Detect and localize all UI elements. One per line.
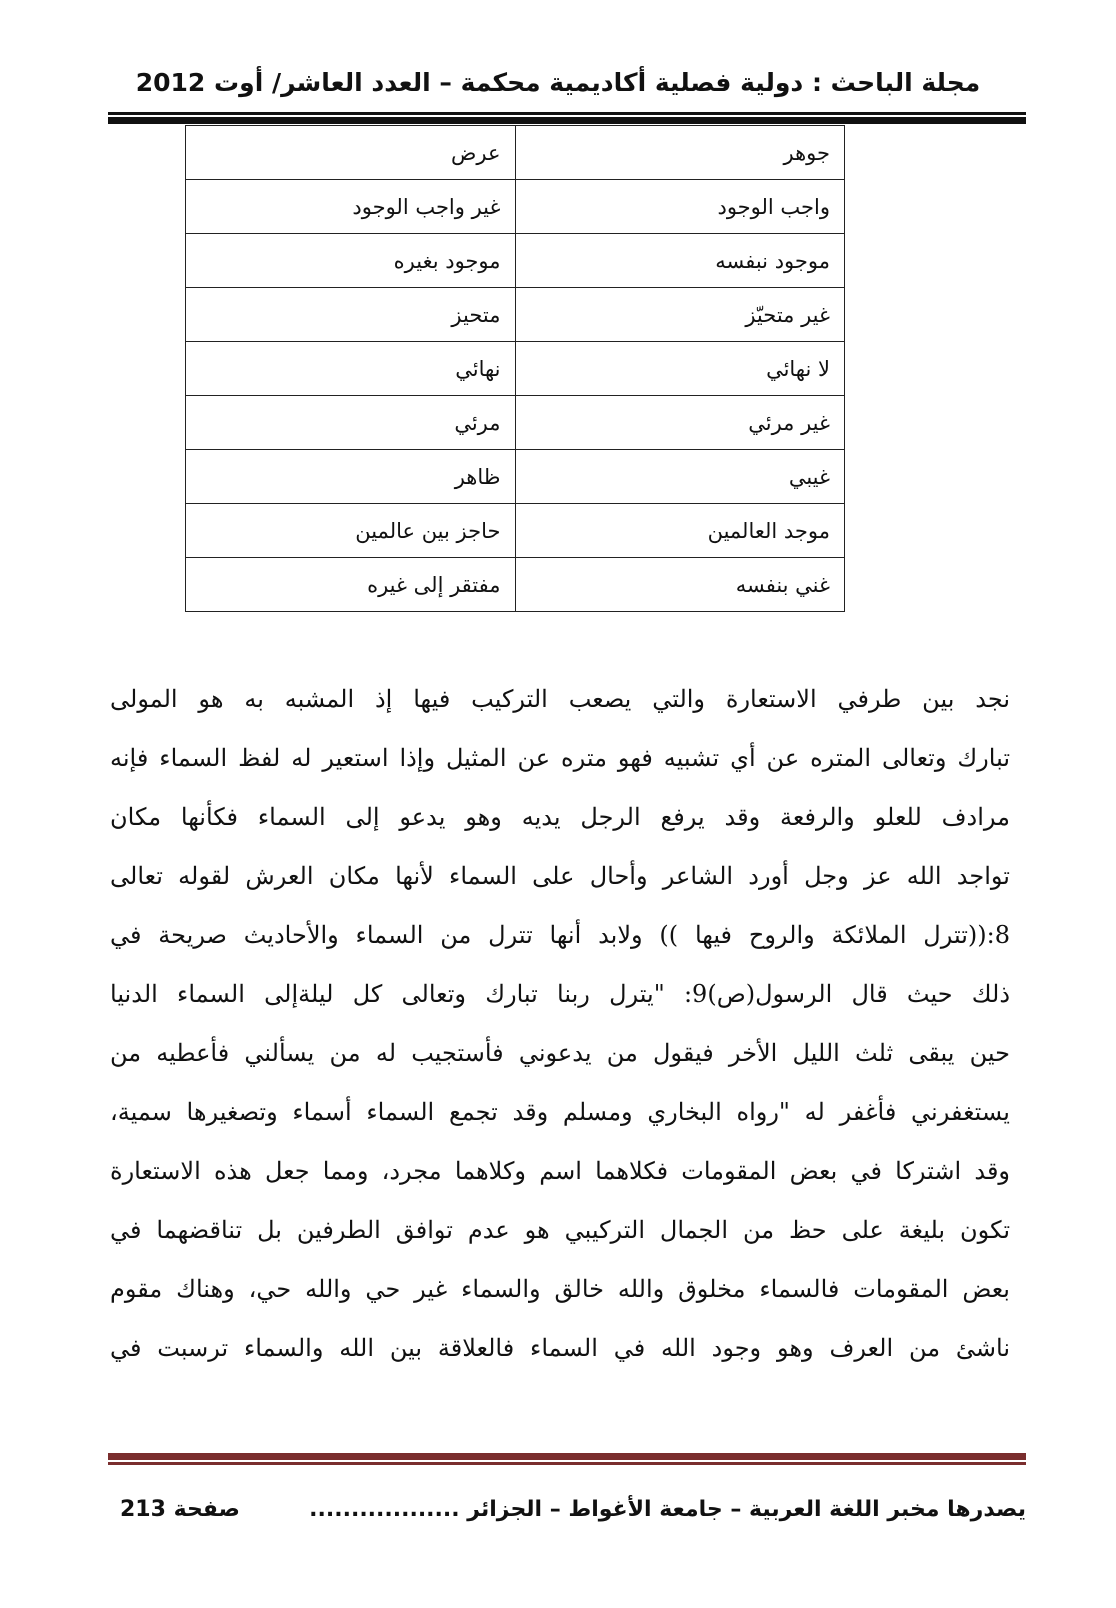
table-row (186, 396, 845, 450)
paragraph-line: يستغفرني فأغفر له "رواه البخاري ومسلم وقد تجمع السماء أسماء وتصغيرها سمية، (110, 1098, 1010, 1126)
table-row (186, 288, 845, 342)
body-paragraph (110, 670, 1010, 1378)
table-cell-right: جوهر (515, 126, 845, 180)
comparison-table (185, 125, 845, 612)
table-cell-left: مفتقر إلى غيره (186, 558, 516, 612)
table-cell-left: حاجز بين عالمين (186, 504, 516, 558)
paragraph-line: نجد بين طرفي الاستعارة والتي يصعب التركيب فيها إذ المشبه به هو المولى (110, 685, 1010, 713)
paragraph-line: بعض المقومات فالسماء مخلوق والله خالق والسماء غير حي والله حي، وهناك مقوم (110, 1275, 1010, 1303)
footer-publisher: يصدرها مخبر اللغة العربية – جامعة الأغواط – الجزائر .................. (309, 1497, 1026, 1522)
table-cell-right: لا نهائي (515, 342, 845, 396)
paragraph-line: ناشئ من العرف وهو وجود الله في السماء فالعلاقة بين الله والسماء ترسبت في (110, 1334, 1010, 1362)
header-rule-thin (108, 112, 1026, 115)
table-cell-right: موجود نبفسه (515, 234, 845, 288)
table-cell-right: غني بنفسه (515, 558, 845, 612)
table-cell-right: واجب الوجود (515, 180, 845, 234)
table-cell-right: موجد العالمين (515, 504, 845, 558)
journal-header: مجلة الباحث : دولية فصلية أكاديمية محكمة – العدد العاشر/ أوت 2012 (135, 68, 981, 97)
table-cell-right: غير مرئي (515, 396, 845, 450)
footer-rule-thick (108, 1453, 1026, 1460)
paragraph-line: تبارك وتعالى المتره عن أي تشبيه فهو متره عن المثيل وإذا استعير له لفظ السماء فإنه (110, 744, 1011, 772)
table-row (186, 450, 845, 504)
paragraph-line: 8:((تترل الملائكة والروح فيها )) ولابد أنها تترل من السماء والأحاديث صريحة في (110, 921, 1010, 949)
paragraph-line: وقد اشتركا في بعض المقومات فكلاهما اسم وكلاهما مجرد، ومما جعل هذه الاستعارة (110, 1157, 1010, 1185)
table-cell-left: موجود بغيره (186, 234, 516, 288)
table-cell-left: نهائي (186, 342, 516, 396)
paragraph-line: تواجد الله عز وجل أورد الشاعر وأحال على السماء لأنها مكان العرش لقوله تعالى (110, 862, 1010, 890)
table-cell-left: مرئي (186, 396, 516, 450)
table-cell-left: عرض (186, 126, 516, 180)
paragraph-line: حين يبقى ثلث الليل الأخر فيقول من يدعوني فأستجيب له من يسألني فأعطيه من (110, 1039, 1010, 1067)
table-row (186, 180, 845, 234)
page-footer (108, 1490, 1026, 1530)
table-cell-left: غير واجب الوجود (186, 180, 516, 234)
table-row (186, 126, 845, 180)
table-cell-right: غيبي (515, 450, 845, 504)
table-cell-left: متحيز (186, 288, 516, 342)
header-rule-thick (108, 117, 1026, 124)
footer-rule-thin (108, 1462, 1026, 1465)
paragraph-line: تكون بليغة على حظ من الجمال التركيبي هو عدم توافق الطرفين بل تناقضهما في (110, 1216, 1010, 1244)
table-row (186, 558, 845, 612)
table-cell-right: غير متحيّز (515, 288, 845, 342)
paragraph-line: ذلك حيث قال الرسول(ص)9: "يترل ربنا تبارك وتعالى كل ليلةإلى السماء الدنيا (110, 980, 1010, 1008)
table-row (186, 342, 845, 396)
paragraph-line: مرادف للعلو والرفعة وقد يرفع الرجل يديه وهو يدعو إلى السماء فكأنها مكان (110, 803, 1010, 831)
table-row (186, 234, 845, 288)
table-row (186, 504, 845, 558)
table-cell-left: ظاهر (186, 450, 516, 504)
page-number: صفحة 213 (120, 1497, 240, 1522)
